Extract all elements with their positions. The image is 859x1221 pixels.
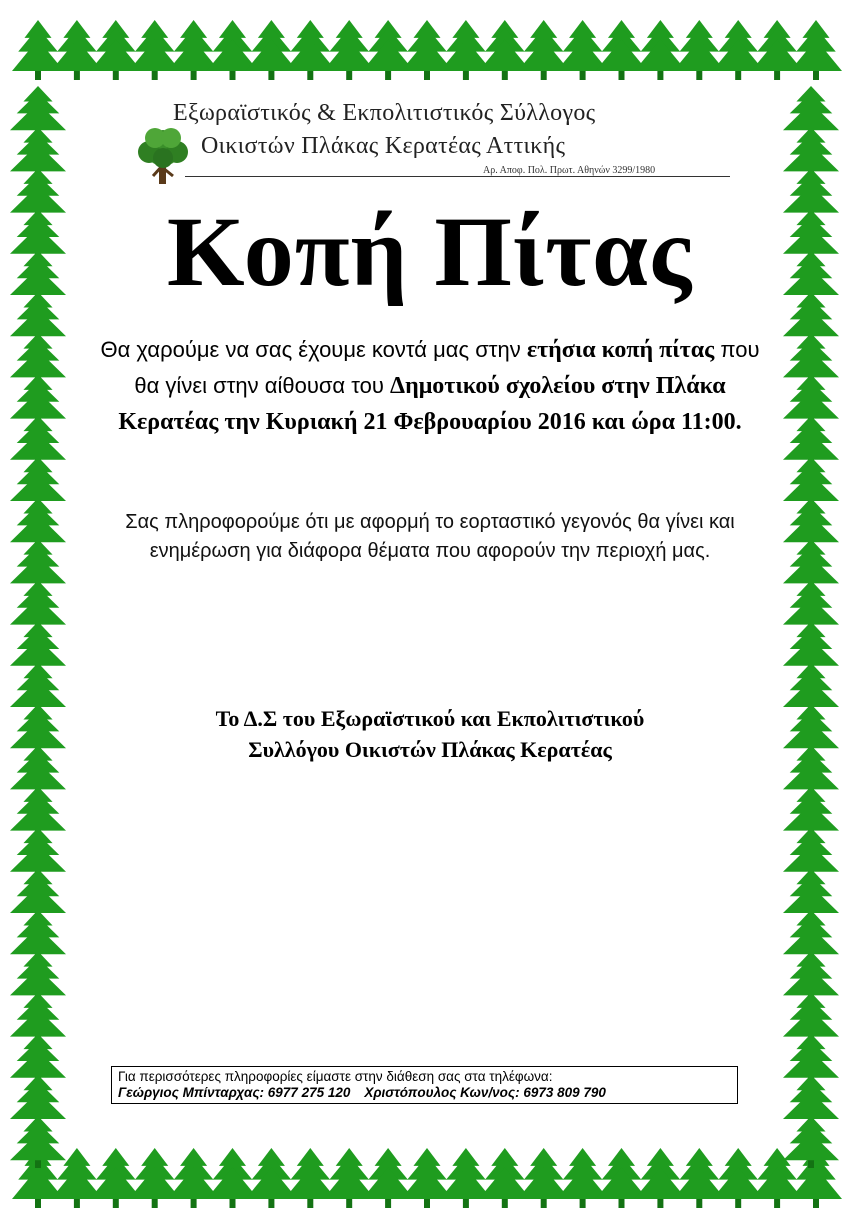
border-left	[10, 0, 72, 1221]
invite-text-2: που θα γίνει στην αίθουσα του	[134, 337, 760, 398]
oak-tree-icon	[133, 126, 193, 186]
fir-tree-icon	[783, 1116, 839, 1168]
border-right	[783, 0, 845, 1221]
association-name-line1: Εξωραϊστικός & Εκπολιτιστικός Σύλλογος	[173, 100, 596, 126]
registration-number: Αρ. Αποφ. Πολ. Πρωτ. Αθηνών 3299/1980	[483, 165, 656, 176]
border-top	[0, 20, 859, 84]
page-title: Κοπή Πίτας	[166, 196, 693, 307]
signature-line1: Το Δ.Σ του Εξωραϊστικού και Εκπολιτιστικού	[215, 706, 645, 731]
contact-person-1: Γεώργιος Μπίνταρχας: 6977 275 120	[118, 1085, 351, 1100]
invite-bold-2: Δημοτικού σχολείου στην Πλάκα Κερατέας την Κυριακή 21 Φεβρουαρίου 2016 και ώρα 11:00.	[118, 373, 742, 435]
contact-box	[111, 1066, 738, 1104]
info-paragraph: Σας πληροφορούμε ότι με αφορμή το εορταστικό γεγονός θα γίνει και ενημέρωση για διάφορα θέματα που αφορούν την περιοχή μας.	[125, 511, 735, 562]
border-bottom	[0, 1148, 859, 1212]
invite-text-1: Θα χαρούμε να σας έχουμε κοντά μας στην	[100, 337, 527, 362]
contact-person-2: Χριστόπουλος Κων/νος: 6973 809 790	[364, 1085, 606, 1100]
invite-bold-1: ετήσια κοπή πίτας	[526, 337, 715, 363]
fir-tree-icon	[10, 1116, 66, 1168]
contact-phones	[118, 1085, 731, 1101]
letterhead-rule	[185, 176, 730, 177]
letterhead	[133, 96, 733, 186]
invitation-paragraph	[100, 332, 760, 440]
signature	[100, 703, 760, 765]
association-name-line2: Οικιστών Πλάκας Κερατέας Αττικής	[201, 133, 566, 159]
contact-intro: Για περισσότερες πληροφορίες είμαστε στην διάθεση σας στα τηλέφωνα:	[118, 1069, 553, 1084]
signature-line2: Συλλόγου Οικιστών Πλάκας Κερατέας	[248, 737, 612, 762]
